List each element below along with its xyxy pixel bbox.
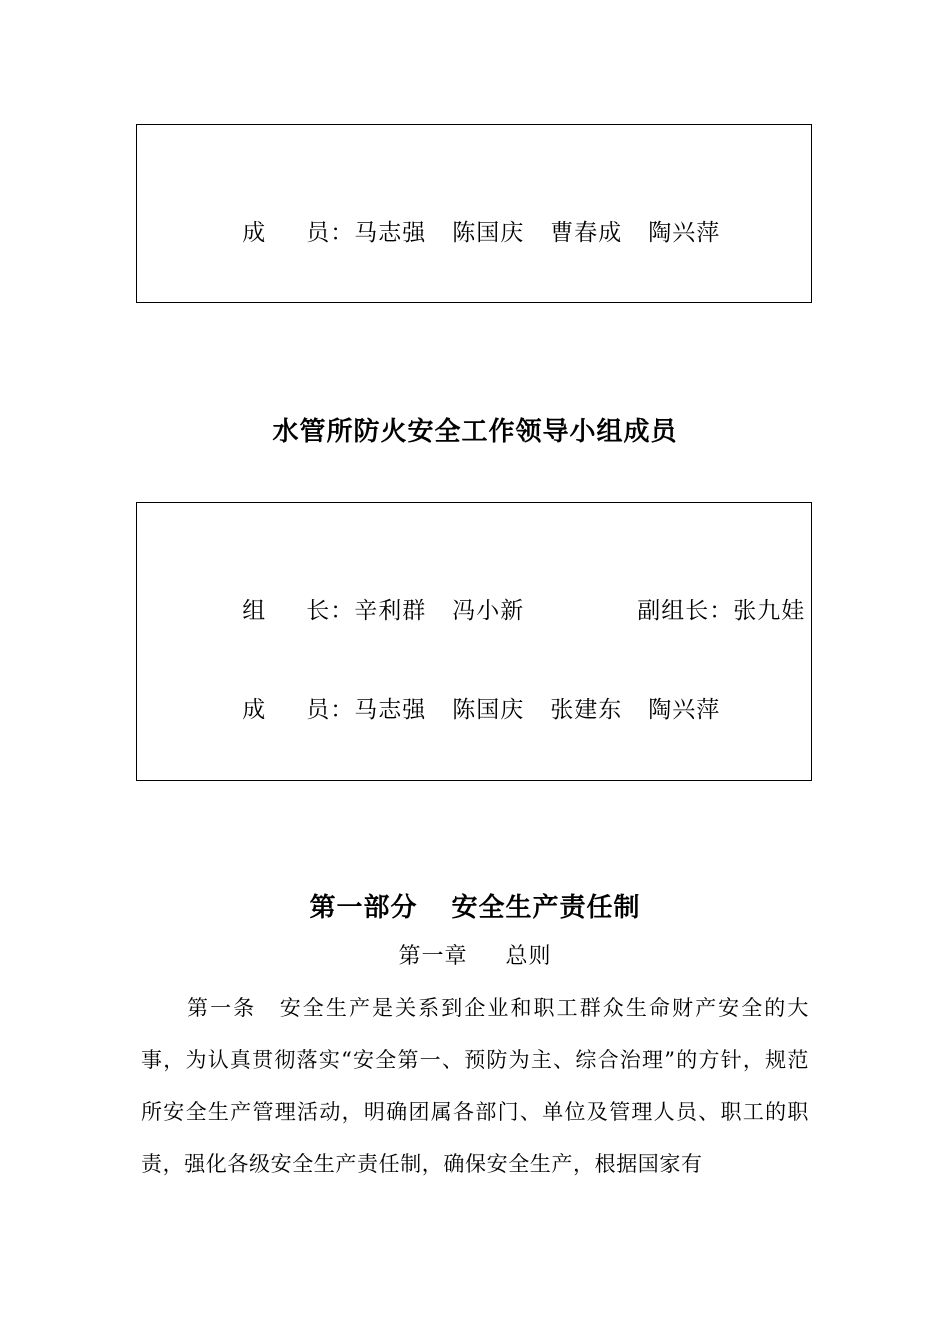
leader-label-char2: 长： bbox=[306, 598, 355, 624]
chapter-heading bbox=[0, 942, 950, 972]
leaders-line bbox=[209, 566, 524, 656]
member-name: 陈国庆 bbox=[452, 220, 525, 246]
vice-leader-name: 张九娃 bbox=[733, 598, 806, 624]
vice-leader-line bbox=[604, 566, 805, 656]
member-name: 陶兴萍 bbox=[648, 697, 721, 723]
member-name: 陶兴萍 bbox=[648, 220, 721, 246]
part-number: 第一部分 bbox=[309, 893, 418, 923]
member-name: 马志强 bbox=[354, 697, 427, 723]
article-paragraph bbox=[141, 982, 809, 1190]
article-label: 第一条 bbox=[187, 996, 257, 1020]
fire-members-line bbox=[209, 665, 720, 755]
member-name: 曹春成 bbox=[550, 220, 623, 246]
member-name: 张建东 bbox=[550, 697, 623, 723]
members-label-char2: 员： bbox=[306, 220, 355, 246]
members-label-char1: 成 bbox=[242, 220, 267, 246]
members-label-char1: 成 bbox=[242, 697, 267, 723]
fire-safety-heading: 水管所防火安全工作领导小组成员 bbox=[272, 417, 678, 447]
member-name: 马志强 bbox=[354, 220, 427, 246]
leader-label-char1: 组 bbox=[242, 598, 267, 624]
chapter-title: 总则 bbox=[505, 944, 552, 969]
member-name: 陈国庆 bbox=[452, 697, 525, 723]
leader-name: 辛利群 bbox=[354, 598, 427, 624]
part-title: 安全生产责任制 bbox=[451, 893, 641, 923]
members-label-char2: 员： bbox=[306, 697, 355, 723]
article-text: 安全生产是关系到企业和职工群众生命财产安全的大事，为认真贯彻落实“安全第一、预防为主、综合治理”的方针，规范所安全生产管理活动，明确团属各部门、单位及管理人员、职工的职责，强化各级安全生产责任制，确保安全生产，根据国家有 bbox=[141, 996, 809, 1176]
previous-members-line bbox=[209, 188, 720, 278]
chapter-number: 第一章 bbox=[398, 944, 468, 969]
previous-committee-box bbox=[136, 124, 812, 303]
vice-leader-label: 副组长： bbox=[637, 598, 734, 624]
leader-name: 冯小新 bbox=[452, 598, 525, 624]
fire-committee-box bbox=[136, 502, 812, 781]
part-heading bbox=[0, 891, 950, 925]
